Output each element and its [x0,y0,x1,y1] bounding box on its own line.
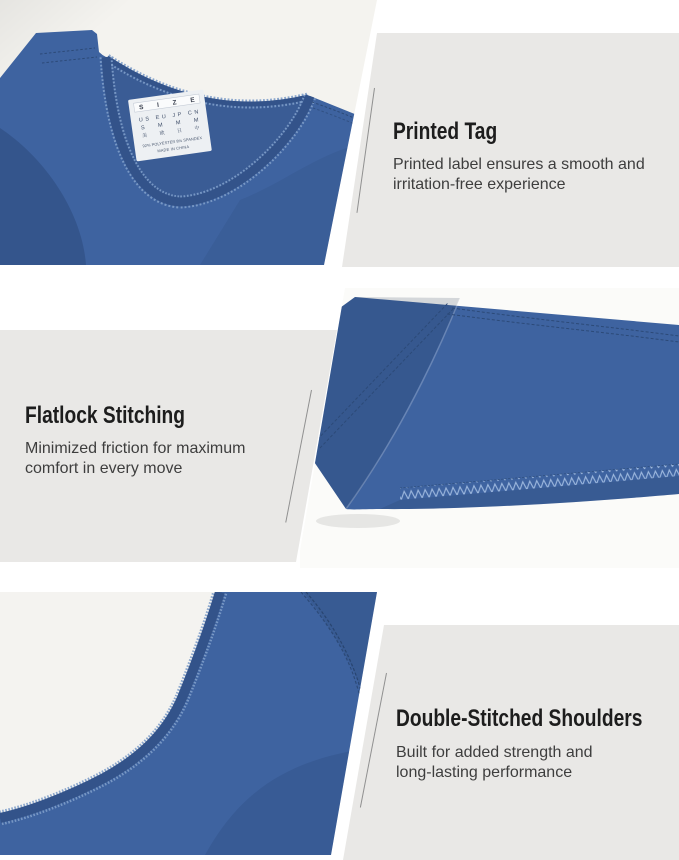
feature-desc-line: Minimized friction for maximum [25,440,246,457]
tag-regions-cn: 美 欧 日 中 [141,125,201,140]
feature-block-shoulders [396,705,679,783]
tag-regions: US EU JP CN [138,109,199,124]
feature-block-flatlock [25,402,245,479]
tank-top-neckline-illustration [0,0,377,265]
feature-desc-line: long-lasting performance [396,764,573,781]
printed-size-tag [128,89,212,161]
tag-made-in: MADE IN CHINA [157,143,190,154]
tag-size-header: S I Z E [138,96,196,112]
feature-desc-line: irritation-free experience [393,176,566,193]
tag-sizes: S M M M [140,117,199,132]
feature-desc-line: Built for added strength and [396,744,593,761]
feature-desc-line: Printed label ensures a smooth and [393,156,645,173]
feature-title-flatlock: Flatlock Stitching [25,402,186,429]
feature-title-shoulders: Double-Stitched Shoulders [396,705,643,732]
fabric-hem-illustration [300,288,679,568]
feature-title-printed-tag: Printed Tag [393,118,498,145]
shoulder-strap-illustration [0,592,377,855]
feature-desc-line: comfort in every move [25,460,183,477]
tag-material: 92% POLYESTER 8% SPANDEX [142,135,203,149]
feature-block-printed-tag [393,118,645,195]
